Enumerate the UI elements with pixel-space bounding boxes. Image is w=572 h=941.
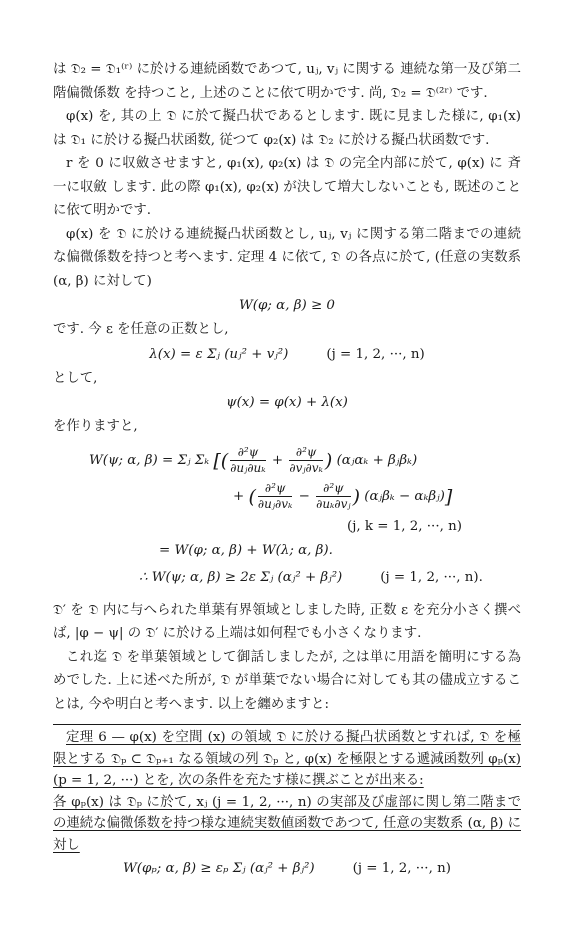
fraction-4-num: ∂²ψ — [316, 481, 350, 497]
paragraph-6: として, — [53, 370, 98, 386]
paragraph-4: φ(x) を 𝔇 に於ける連続擬凸状函数とし, uⱼ, vⱼ に関する第二階までの連続な偏微係数を持つと考へます. 定理 4 に依て, 𝔇 の各点に於て, (任意の実数系 (α, β) に対して) — [53, 226, 521, 289]
w-conclusion-body: ∴ W(ψ; α, β) ≥ 2ε Σⱼ (αⱼ² + βⱼ²) — [139, 569, 343, 585]
fraction-3 — [258, 481, 292, 512]
equation-lambda — [53, 343, 521, 366]
square-bracket-close: ] — [444, 485, 453, 508]
equation-theorem — [53, 857, 521, 880]
paragraph-5: です. 今 ε を任意の正数とし, — [53, 322, 229, 337]
paragraph-3: r を 0 に収斂させますと, φ₁(x), φ₂(x) は 𝔇 の完全内部に於て, φ(x) に 斉一に収斂 します. 此の際 φ₁(x), φ₂(x) が決して増大しないことも, 既述のことに依て明かです. — [53, 156, 521, 218]
w-term-1: (αⱼαₖ + βⱼβₖ) — [336, 452, 418, 468]
fraction-3-den: ∂uⱼ∂vₖ — [257, 496, 293, 511]
equation-theorem-body: W(φₚ; α, β) ≥ εₚ Σⱼ (αⱼ² + βⱼ²) — [123, 861, 315, 876]
paragraph-2: φ(x) を, 其の上 𝔇 に於て擬凸状であるとします. 既に見ました様に, φ₁(x) は 𝔇₁ に於ける擬凸状函数, 従つて φ₂(x) は 𝔇₂ に於ける擬凸状函数です. — [53, 109, 521, 148]
w-sum: = W(φ; α, β) + W(λ; α, β). — [159, 542, 333, 558]
page-body — [53, 58, 521, 881]
fraction-2-den: ∂vⱼ∂vₖ — [289, 460, 323, 475]
w-lhs: W(ψ; α, β) = Σⱼ Σₖ — [89, 452, 210, 468]
fraction-2 — [289, 445, 323, 476]
fraction-4 — [316, 481, 350, 512]
bracket-open: [( — [213, 449, 229, 472]
paragraph-9: これ迄 𝔇 を単葉領域として御話しましたが, 之は単に用語を簡明にする為めでした. 上に述べた所が, 𝔇 が単葉でない場合に対しても其の儘成立することは, 今や明白と考へます. 以上を纏めますと: — [53, 649, 521, 712]
fraction-1-num: ∂²ψ — [230, 445, 265, 461]
theorem-6-statement: 定理 6 — φ(x) を空間 (x) の領域 𝔇 に於ける擬凸状函数とすれば, 𝔇 を極限とする 𝔇ₚ ⊂ 𝔇ₚ₊₁ なる領域の列 𝔇ₚ と, φ(x) を極限とする遞減函数列 φₚ(x) (p = 1, 2, ···) とを, 次の条件を充たす様に撰ぶことが出来る: — [53, 730, 521, 788]
theorem-6-conditions: 各 φₚ(x) は 𝔇ₚ に於て, xⱼ (j = 1, 2, ···, n) の実部及び虚部に関し第二階までの連続な偏微係数を持つ様な連続実数値函数であつて, 任意の実数系 (α, β) に対し — [53, 794, 521, 853]
paren-open-2: ( — [248, 485, 256, 508]
theorem-6 — [53, 724, 521, 880]
w-conclusion-range: (j = 1, 2, ···, n). — [380, 569, 483, 585]
fraction-4-den: ∂uₖ∂vⱼ — [316, 496, 351, 511]
fraction-2-num: ∂²ψ — [289, 445, 323, 461]
equation-w-expansion — [53, 443, 521, 593]
equation-psi: ψ(x) = φ(x) + λ(x) — [226, 395, 348, 410]
equation-w-nonnegative: W(φ; α, β) ≥ 0 — [239, 298, 335, 313]
equation-lambda-body: λ(x) = ε Σⱼ (uⱼ² + vⱼ²) — [149, 346, 289, 362]
paren-close-1: ) — [324, 449, 333, 472]
paragraph-7: を作りますと, — [53, 419, 138, 434]
fraction-1-den: ∂uⱼ∂uₖ — [230, 460, 266, 475]
w-conclusion — [53, 563, 521, 593]
fraction-1 — [230, 445, 265, 476]
w-line-2: + ( $\frac{\text{∂²ψ}}{\text{∂uⱼ∂vₖ}}$ − $\frac{\text{∂²ψ}}{\text{∂uₖ∂vⱼ}}$ ) (αⱼβₖ − αₖβⱼ)] — [233, 480, 453, 511]
paragraph-8: 𝔇′ を 𝔇 内に与へられた単葉有界領域としました時, 正数 ε を充分小さく撰べば, |φ − ψ| の 𝔇′ に於ける上端は如何程でも小さくなります. — [53, 602, 521, 641]
w-term-2: (αⱼβₖ − αₖβⱼ) — [364, 488, 445, 504]
equation-lambda-range: (j = 1, 2, ···, n) — [326, 346, 425, 362]
paragraph-1: は 𝔇₂ = 𝔇₁⁽ʳ⁾ に於ける連続函数であつて, uⱼ, vⱼ に関する 連続な第一及び第二階偏微係数 を持つこと, 上述のことに依て明かです. 尚, 𝔇₂ = 𝔇⁽²ʳ⁾ です. — [53, 62, 521, 101]
w-range: (j, k = 1, 2, ···, n) — [347, 518, 462, 534]
w-line-1: W(ψ; α, β) = Σⱼ Σₖ [( $\frac{\text{∂²ψ}}{\text{∂uⱼ∂uₖ}}$ + $\frac{\text{∂²ψ}}{\text{∂vⱼ∂vₖ}}$ ) (αⱼαₖ + βⱼβₖ) — [89, 444, 418, 475]
bracket-close: ) — [352, 485, 360, 508]
fraction-3-num: ∂²ψ — [258, 481, 292, 497]
equation-theorem-range: (j = 1, 2, ···, n) — [352, 861, 451, 876]
